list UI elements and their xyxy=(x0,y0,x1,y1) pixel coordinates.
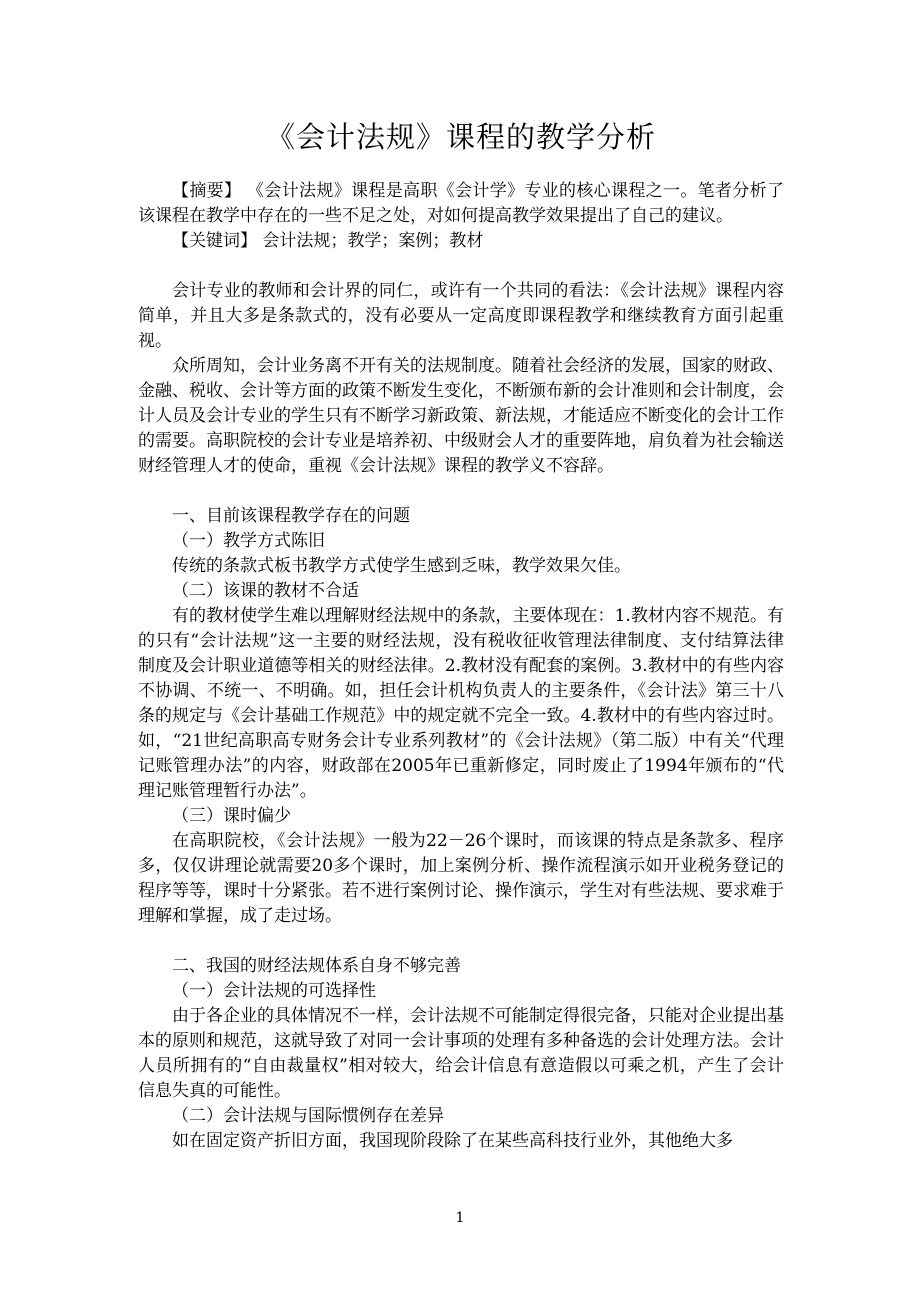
subsection-2-1-text: 由于各企业的具体情况不一样，会计法规不可能制定得很完备，只能对企业提出基本的原则和规范，这就导致了对同一会计事项的处理有多种备选的会计处理方法。会计人员所拥有的“自由裁量权”相对较大，给会计信息有意造假以可乘之机，产生了会计信息失真的可能性。 xyxy=(138,1006,784,1101)
section-1-heading: 一、目前该课程教学存在的问题 xyxy=(172,506,410,526)
keywords: 【关键词】 会计法规；教学；案例；教材 xyxy=(172,231,484,251)
document-title: 《会计法规》课程的教学分析 xyxy=(265,120,656,154)
section-2-heading: 二、我国的财经法规体系自身不够完善 xyxy=(172,956,461,976)
subsection-2-2-heading: （二）会计法规与国际惯例存在差异 xyxy=(172,1106,444,1126)
subsection-2-1-heading: （一）会计法规的可选择性 xyxy=(172,981,376,1001)
subsection-1-2-heading: （二）该课的教材不合适 xyxy=(172,581,359,601)
subsection-1-1-heading: （一）教学方式陈旧 xyxy=(172,531,325,551)
subsection-1-3-heading: （三）课时偏少 xyxy=(172,806,291,826)
abstract: 【摘要】 《会计法规》课程是高职《会计学》专业的核心课程之一。笔者分析了该课程在教学中存在的一些不足之处，对如何提高教学效果提出了自己的建议。 xyxy=(138,181,784,226)
subsection-2-2-text: 如在固定资产折旧方面，我国现阶段除了在某些高科技行业外，其他绝大多 xyxy=(172,1131,733,1151)
subsection-1-2-text: 有的教材使学生难以理解财经法规中的条款，主要体现在：1.教材内容不规范。有的只有“会计法规”这一主要的财经法规，没有税收征收管理法律制度、支付结算法律制度及会计职业道德等相关的财经法律。2.教材没有配套的案例。3.教材中的有些内容不协调、不统一、不明确。如，担任会计机构负责人的主要条件，《会计法》第三十八条的规定与《会计基础工作规范》中的规定就不完全一致。4.教材中的有些内容过时。如，“21世纪高职高专财务会计专业系列教材”的《会计法规》（第二版）中有关“代理记账管理办法”的内容，财政部在2005年已重新修定，同时废止了1994年颁布的“代理记账管理暂行办法”。 xyxy=(138,606,784,801)
intro-paragraph-2: 众所周知，会计业务离不开有关的法规制度。随着社会经济的发展，国家的财政、金融、税收、会计等方面的政策不断发生变化，不断颁布新的会计准则和会计制度，会计人员及会计专业的学生只有不断学习新政策、新法规，才能适应不断变化的会计工作的需要。高职院校的会计专业是培养初、中级财会人才的重要阵地，肩负着为社会输送财经管理人才的使命，重视《会计法规》课程的教学义不容辞。 xyxy=(138,356,784,476)
subsection-1-1-text: 传统的条款式板书教学方式使学生感到乏味，教学效果欠佳。 xyxy=(172,556,631,576)
page-number: 1 xyxy=(455,1210,465,1226)
intro-paragraph-1: 会计专业的教师和会计界的同仁，或许有一个共同的看法：《会计法规》课程内容简单，并且大多是条款式的，没有必要从一定高度即课程教学和继续教育方面引起重视。 xyxy=(138,281,784,351)
subsection-1-3-text: 在高职院校，《会计法规》一般为22－26个课时，而该课的特点是条款多、程序多，仅仅讲理论就需要20多个课时，加上案例分析、操作流程演示如开业税务登记的程序等等，课时十分紧张。若不进行案例讨论、操作演示，学生对有些法规、要求难于理解和掌握，成了走过场。 xyxy=(138,831,784,926)
